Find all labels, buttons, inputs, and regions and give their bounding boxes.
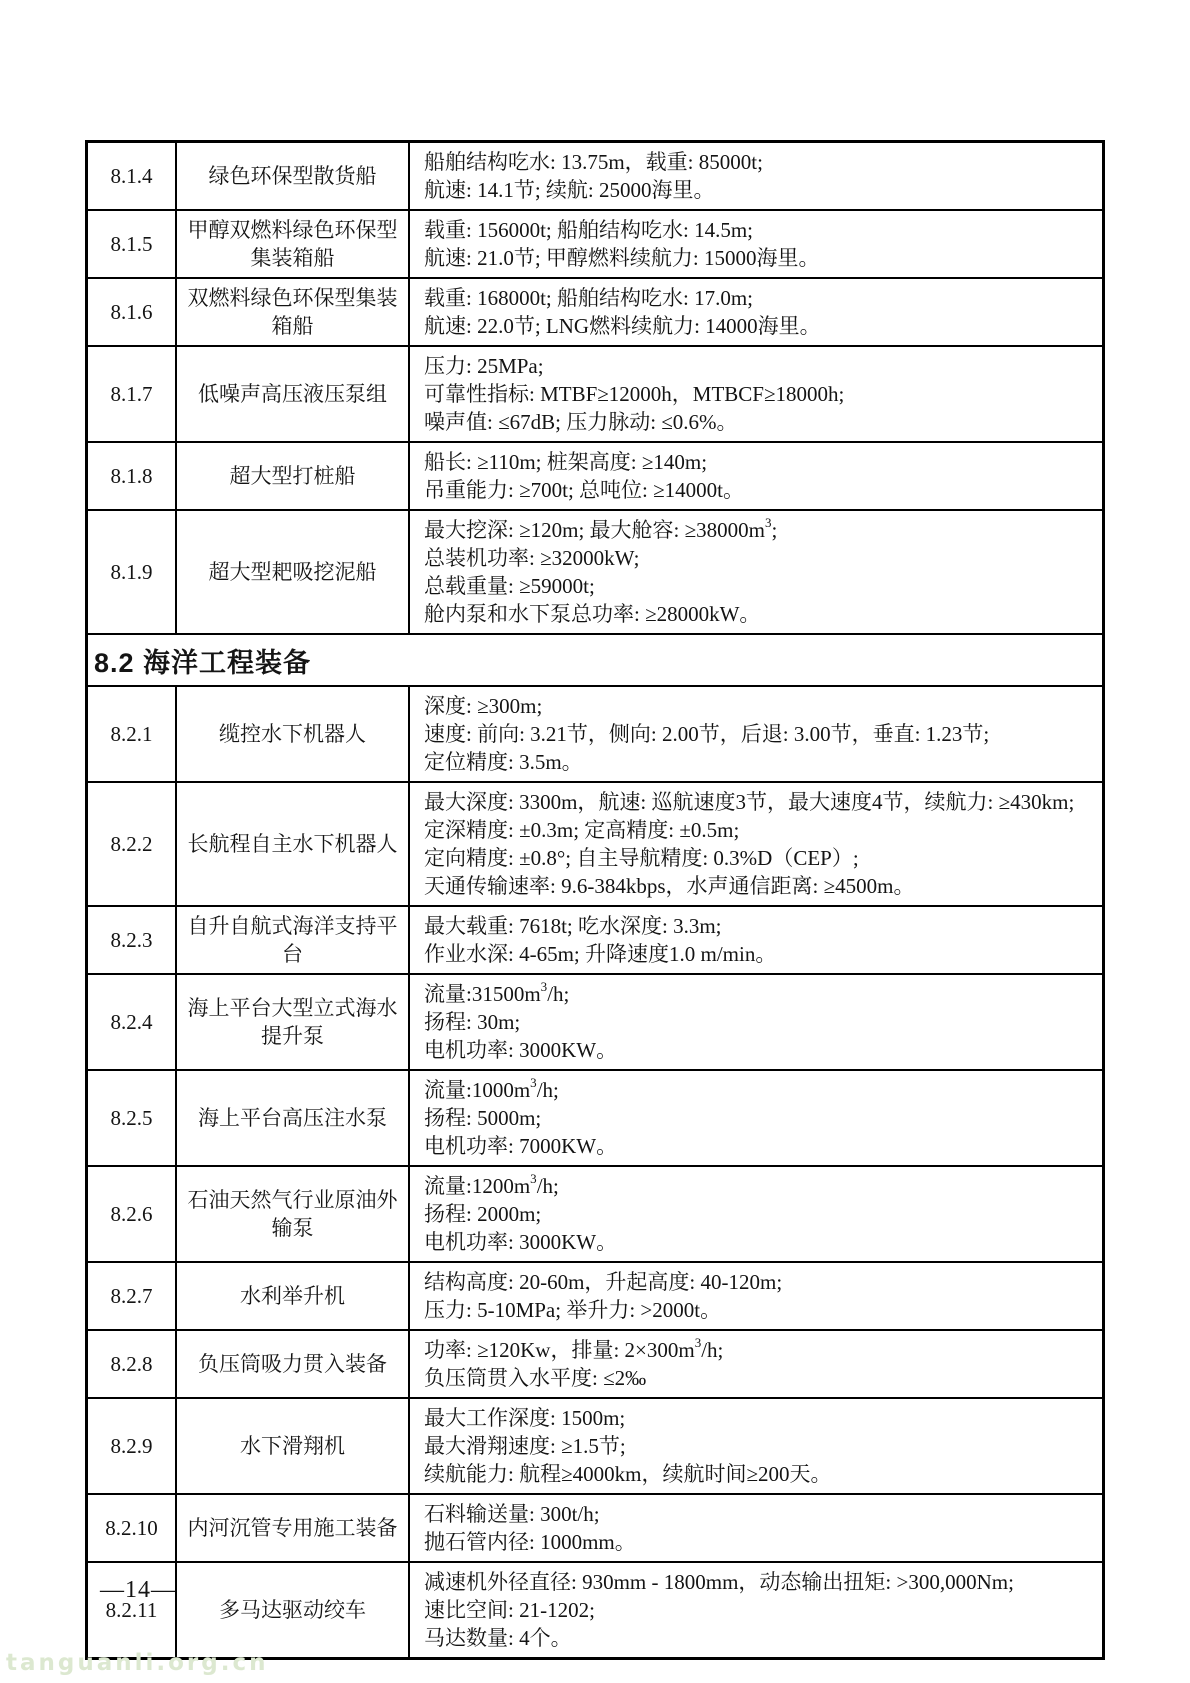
row-id: 8.2.9 — [88, 1399, 177, 1493]
spec-line: 压力: 25MPa; — [424, 354, 544, 378]
row-specs — [410, 1399, 1102, 1493]
row-specs — [410, 783, 1102, 905]
spec-line: 扬程: 2000m; — [424, 1202, 542, 1226]
row-id: 8.1.7 — [88, 347, 177, 441]
row-name: 海上平台高压注水泵 — [177, 1071, 410, 1165]
spec-line: 总载重量: ≥59000t; — [424, 574, 595, 598]
spec-line: 流量$:31500m^3/h$; — [424, 979, 570, 1006]
spec-line: 船长: ≥110m; 桩架高度: ≥140m; — [424, 450, 708, 474]
row-id: 8.2.4 — [88, 975, 177, 1069]
row-id: 8.2.3 — [88, 907, 177, 973]
spec-line: 电机功率: 3000KW。 — [424, 1230, 618, 1254]
row-name: 绿色环保型散货船 — [177, 143, 410, 209]
spec-line: 载重: 156000t; 船舶结构吃水: 14.5m; — [424, 218, 754, 242]
row-specs — [410, 907, 1102, 973]
spec-line: 作业水深: 4-65m; 升降速度1.0 m/min。 — [424, 942, 777, 966]
spec-line: 最大滑翔速度: ≥1.5节; — [424, 1434, 626, 1458]
row-id: 8.2.5 — [88, 1071, 177, 1165]
table-row — [88, 1263, 1102, 1331]
spec-line: 总装机功率: ≥32000kW; — [424, 546, 640, 570]
table-row — [88, 1399, 1102, 1495]
row-name: 负压筒吸力贯入装备 — [177, 1331, 410, 1397]
row-specs — [410, 211, 1102, 277]
spec-line: 流量$:1000m^3/h$; — [424, 1075, 559, 1102]
table-row — [88, 443, 1102, 511]
spec-table — [85, 140, 1105, 1660]
row-name: 长航程自主水下机器人 — [177, 783, 410, 905]
row-id: 8.2.6 — [88, 1167, 177, 1261]
spec-line: 天通传输速率: 9.6-384kbps，水声通信距离: ≥4500m。 — [424, 874, 915, 898]
section-title: 8.2 海洋工程装备 — [94, 648, 312, 678]
page-number: —14— — [100, 1577, 176, 1603]
spec-line: 结构高度: 20-60m，升起高度: 40-120m; — [424, 1270, 783, 1294]
row-specs — [410, 1167, 1102, 1261]
row-specs — [410, 1495, 1102, 1561]
spec-line: 航速: 14.1节; 续航: 25000海里。 — [424, 178, 715, 202]
section-header-row — [88, 635, 1102, 687]
table-row — [88, 511, 1102, 635]
row-name: 内河沉管专用施工装备 — [177, 1495, 410, 1561]
row-id: 8.2.10 — [88, 1495, 177, 1561]
row-name: 缆控水下机器人 — [177, 687, 410, 781]
row-name: 石油天然气行业原油外输泵 — [177, 1167, 410, 1261]
row-specs — [410, 1331, 1102, 1397]
spec-line: 最大载重: 7618t; 吃水深度: 3.3m; — [424, 914, 722, 938]
spec-line: 速比空间: 21-1202; — [424, 1598, 595, 1622]
spec-line: 石料输送量: 300t/h; — [424, 1502, 600, 1526]
table-row — [88, 279, 1102, 347]
spec-line: 扬程: 5000m; — [424, 1106, 542, 1130]
table-row — [88, 1495, 1102, 1563]
watermark: tanguanli.org.cn — [6, 1650, 269, 1676]
row-specs — [410, 279, 1102, 345]
table-row — [88, 1563, 1102, 1657]
spec-line: 航速: 21.0节; 甲醇燃料续航力: 15000海里。 — [424, 246, 820, 270]
row-name: 多马达驱动绞车 — [177, 1563, 410, 1657]
row-name: 低噪声高压液压泵组 — [177, 347, 410, 441]
spec-line: 流量$:1200m^3/h$; — [424, 1171, 559, 1198]
spec-line: 定位精度: 3.5m。 — [424, 750, 583, 774]
row-specs — [410, 511, 1102, 633]
row-id: 8.2.8 — [88, 1331, 177, 1397]
spec-line: 噪声值: ≤67dB; 压力脉动: ≤0.6%。 — [424, 410, 738, 434]
row-id: 8.2.1 — [88, 687, 177, 781]
row-id: 8.2.2 — [88, 783, 177, 905]
spec-line: 可靠性指标: MTBF≥12000h，MTBCF≥18000h; — [424, 382, 845, 406]
row-name: 双燃料绿色环保型集装箱船 — [177, 279, 410, 345]
table-row — [88, 1167, 1102, 1263]
row-specs — [410, 1563, 1102, 1657]
table-row — [88, 975, 1102, 1071]
spec-line: 定深精度: ±0.3m; 定高精度: ±0.5m; — [424, 818, 740, 842]
spec-line: 功率: ≥120Kw，排量: $2\times 300m^3/h$; — [424, 1335, 724, 1362]
row-id: 8.2.7 — [88, 1263, 177, 1329]
row-name: 自升自航式海洋支持平台 — [177, 907, 410, 973]
table-row — [88, 687, 1102, 783]
row-id: 8.1.9 — [88, 511, 177, 633]
row-specs — [410, 1071, 1102, 1165]
spec-line: 吊重能力: ≥700t; 总吨位: ≥14000t。 — [424, 478, 744, 502]
row-specs — [410, 1263, 1102, 1329]
spec-line: 续航能力: 航程≥4000km，续航时间≥200天。 — [424, 1462, 832, 1486]
spec-line: 扬程: 30m; — [424, 1010, 521, 1034]
spec-line: 减速机外径直径: 930mm - 1800mm，动态输出扭矩: >300,000Nm; — [424, 1570, 1014, 1594]
row-specs — [410, 443, 1102, 509]
table-row — [88, 347, 1102, 443]
table-row — [88, 211, 1102, 279]
row-id: 8.1.4 — [88, 143, 177, 209]
row-id: 8.2.11 — [88, 1563, 177, 1657]
spec-line: 载重: 168000t; 船舶结构吃水: 17.0m; — [424, 286, 754, 310]
row-name: 超大型耙吸挖泥船 — [177, 511, 410, 633]
spec-line: 航速: 22.0节; LNG燃料续航力: 14000海里。 — [424, 314, 821, 338]
table-row — [88, 1071, 1102, 1167]
row-name: 水下滑翔机 — [177, 1399, 410, 1493]
row-id: 8.1.5 — [88, 211, 177, 277]
spec-line: 速度: 前向: 3.21节，侧向: 2.00节，后退: 3.00节，垂直: 1.23节; — [424, 722, 990, 746]
spec-line: 深度: ≥300m; — [424, 694, 543, 718]
row-name: 水利举升机 — [177, 1263, 410, 1329]
spec-line: 最大挖深: ≥120m; 最大舱容: $\ge 38000m^3$; — [424, 515, 778, 542]
table-row — [88, 1331, 1102, 1399]
row-specs — [410, 975, 1102, 1069]
row-specs — [410, 687, 1102, 781]
row-id: 8.1.6 — [88, 279, 177, 345]
row-specs — [410, 143, 1102, 209]
table-row — [88, 783, 1102, 907]
row-id: 8.1.8 — [88, 443, 177, 509]
spec-line: 电机功率: 7000KW。 — [424, 1134, 618, 1158]
spec-line: 最大工作深度: 1500m; — [424, 1406, 626, 1430]
spec-line: 最大深度: 3300m，航速: 巡航速度3节，最大速度4节，续航力: ≥430km; — [424, 790, 1075, 814]
row-specs — [410, 347, 1102, 441]
spec-line: 船舶结构吃水: 13.75m，载重: 85000t; — [424, 150, 763, 174]
spec-line: 压力: 5-10MPa; 举升力: >2000t。 — [424, 1298, 722, 1322]
spec-line: 抛石管内径: 1000mm。 — [424, 1530, 636, 1554]
spec-line: 舱内泵和水下泵总功率: ≥28000kW。 — [424, 602, 761, 626]
table-row — [88, 143, 1102, 211]
spec-line: 负压筒贯入水平度: ≤2‰ — [424, 1366, 647, 1390]
row-name: 海上平台大型立式海水提升泵 — [177, 975, 410, 1069]
table-row — [88, 907, 1102, 975]
spec-line: 定向精度: ±0.8°; 自主导航精度: 0.3%D（CEP）; — [424, 846, 859, 870]
row-name: 甲醇双燃料绿色环保型集装箱船 — [177, 211, 410, 277]
spec-line: 电机功率: 3000KW。 — [424, 1038, 618, 1062]
row-name: 超大型打桩船 — [177, 443, 410, 509]
spec-line: 马达数量: 4个。 — [424, 1626, 572, 1650]
